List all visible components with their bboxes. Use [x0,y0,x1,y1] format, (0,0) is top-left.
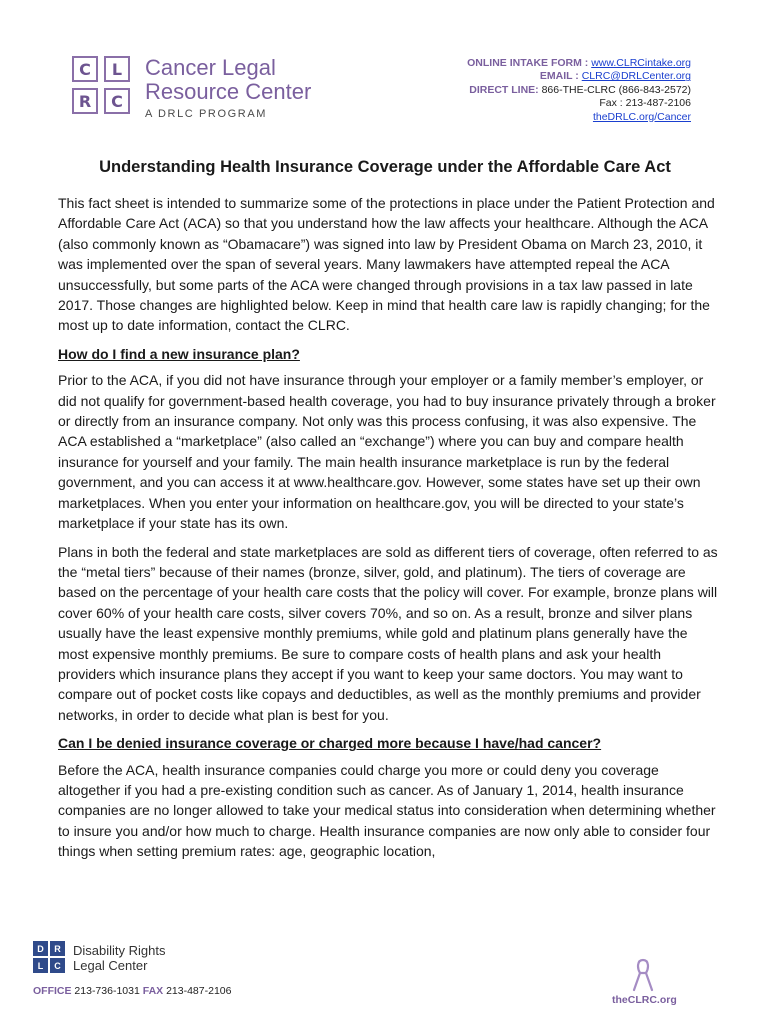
direct-value: 866-THE-CLRC (866-843-2572) [541,83,691,96]
drlc-name-line1: Disability Rights [73,943,166,958]
drlc-name [73,943,165,973]
intake-line [467,57,691,70]
logo-letter: D [33,941,48,956]
intake-link[interactable]: www.CLRCintake.org [591,57,691,69]
document-body [58,193,720,870]
logo-letter: C [50,958,65,973]
office-label: OFFICE [33,985,72,997]
intake-label: ONLINE INTAKE FORM : [467,57,589,69]
logo-letter: C [104,88,130,114]
intro-paragraph: This fact sheet is intended to summarize some of the protections in place under the Patient Protection and Affordable Care Act (ACA) so that you understand how the law affects your healthcare. Although the ACA (also commonly known as “Obamacare”) was signed into law by President Obama on March 23, 2010, it was implemented over the span of several years. Many lawmakers have attempted repeal the ACA unsuccessfully, but some parts of the ACA were changed through provisions in a tax law passed in late 2017. Those changes are highlighted below. Keep in mind that health care law is rapidly changing; for the most up to date information, contact the CLRC. [58,195,715,334]
office-value: 213-736-1031 [74,985,140,997]
logo-subtitle: A DRLC PROGRAM [145,108,268,120]
logo-letter: R [50,941,65,956]
section-heading: Can I be denied insurance coverage or charged more because I have/had cancer? [58,735,602,752]
direct-label: DIRECT LINE: [469,83,539,96]
body-paragraph: Before the ACA, health insurance companies could charge you more or could deny you coverage altogether if you had a pre-existing condition such as cancer. As of January 1, 2014, health insurance companies are no longer allowed to take your medical status into consideration when determining whether to insure you and/or how much to charge. Health insurance companies are now only able to consider four things when setting premium rates: age, geographic location, [58,761,716,860]
section-heading: How do I find a new insurance plan? [58,345,300,362]
footer-contact [33,985,231,997]
awareness-ribbon-icon [632,958,654,992]
logo-name [145,56,311,104]
body-paragraph: Plans in both the federal and state marketplaces are sold as different tiers of coverage, often referred to as the “metal tiers” because of their names (bronze, silver, gold, and platinum). The tiers of coverage are based on the percentage of your health care costs that the policy will cover. For example, bronze plans will cover 60% of your health care costs, silver covers 70%, and so on. As a result, bronze and silver plans usually have the least expensive monthly premiums, while gold and platinum plans generally have the most expensive monthly premiums. Be sure to compare costs of health plans and ask your health providers which insurance plans they accept if you want to keep your same doctors. You may want to compare out of pocket costs like copays and deductibles, as well as the monthly premiums and provider networks, in order to decide what plan is best for you. [58,543,718,723]
site-link[interactable]: theDRLC.org/Cancer [592,110,691,123]
drlc-logo [33,941,233,977]
fax-line: Fax : 213-487-2106 [599,97,691,110]
document-title: Understanding Health Insurance Coverage under the Affordable Care Act [99,158,671,176]
logo-name-line1: Cancer Legal [145,55,276,80]
contact-block [467,57,691,124]
logo-letter: L [33,958,48,973]
body-paragraph: Prior to the ACA, if you did not have insurance through your employer or a family member’s employer, or did not qualify for government-based health coverage, you had to buy insurance privately through a broker or directly from an insurance company. Not only was this process confusing, it was also expensive. The ACA established a “marketplace” (also called an “exchange”) where you can buy and compare health insurance for yourself and your family. The main health insurance marketplace is run by the federal government, and you can access it at www.healthcare.gov. However, some states have set up their own marketplaces. When you enter your information on healthcare.gov, you will be directed to your state’s marketplace if your state has its own. [58,372,716,532]
fax-value: 213-487-2106 [166,985,232,997]
fax-label: FAX [142,985,164,997]
drlc-name-line2: Legal Center [73,958,148,973]
drlc-logo-mark [33,941,67,975]
direct-line [467,84,691,97]
clrc-logo [72,56,332,122]
logo-name-line2: Resource Center [145,79,312,104]
email-link[interactable]: CLRC@DRLCenter.org [581,70,691,83]
clrc-logo-mark [72,56,134,118]
email-label: EMAIL : [539,70,579,83]
logo-letter: L [104,56,130,82]
logo-letter: R [72,88,98,114]
footer-site-link[interactable]: theCLRC.org [612,994,677,1006]
logo-letter: C [72,56,98,82]
email-line [467,70,691,83]
